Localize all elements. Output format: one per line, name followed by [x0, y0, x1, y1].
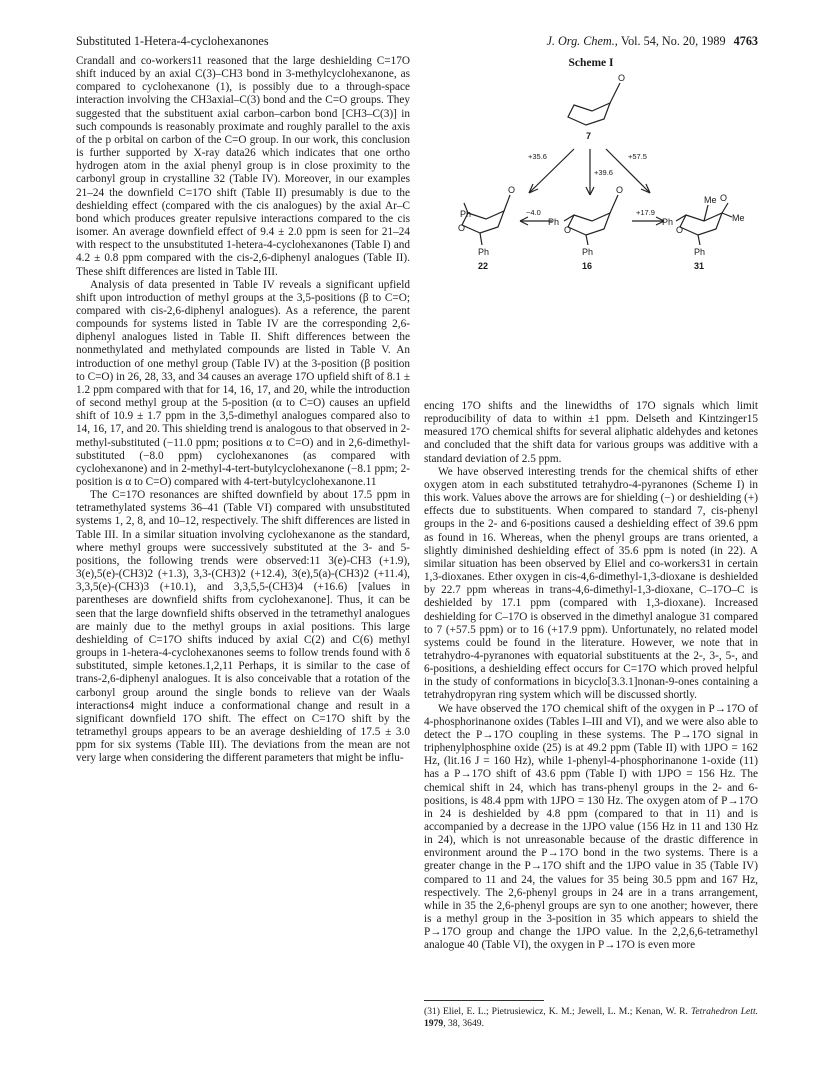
molecule-31: [676, 203, 732, 245]
scheme-figure: [424, 55, 758, 395]
running-head-journal: [546, 34, 758, 49]
footnote: [424, 1006, 758, 1029]
paragraph: encing 17O shifts and the linewidths of 17O signals which limit reproducibility of data to within ±1 ppm. Delseth and Kintzinger15 measured 17O chemical shifts for several aliphatic aldehydes and ketones and concluded that the shift data for various groups was additive with a standard deviation of 2.5 ppm.: [424, 400, 758, 465]
footnote-year: 1979: [424, 1017, 444, 1029]
page-number: 4763: [733, 34, 758, 48]
atom-oxygen: O: [676, 225, 684, 235]
atom-oxygen: O: [508, 185, 516, 195]
atom-phenyl: Ph: [478, 247, 490, 257]
footnote-volume-pages: , 38, 3649.: [443, 1017, 484, 1029]
atom-oxygen: O: [618, 73, 626, 83]
atom-phenyl: Ph: [548, 217, 560, 227]
running-head-title: Substituted 1-Hetera-4-cyclohexanones: [76, 34, 269, 48]
atom-oxygen: O: [564, 225, 572, 235]
paragraph: Analysis of data presented in Table IV reveals a significant upfield shift upon introduction of methyl groups at the 3,5-positions (β to C=O; compared with cis-2,6-diphenyl analogues). As a reference, the parent compounds for systems listed in Table IV are the corresponding 2,6-diphenyl analogues listed in Table II. Shift differences between the nonmethylated and methylated compounds are listed in Table V. An introduction of one methyl group (Table IV) at the 3-position (β position to C=O) in 26, 28, 33, and 34 causes an average 17O upfield shift of 8.1 ± 1.2 ppm compared with that for 14, 16, 17, and 20, while the introduction of second methyl group at the 5-position (α to C=O) causes an upfield shift of 10.9 ± 1.7 ppm in the 3,5-dimethyl analogues compared also to 14, 16, 17, and 20. This shielding trend is analogous to that observed in 2-methyl-substituted (−11.0 ppm; positions α to C=O) and in 2,6-dimethyl-substituted (−8.0 ppm) cyclohexanones (as compared with cyclohexanone) and in 2-methyl-4-tert-butylcyclohexanone (−8.1 ppm; 2-position is α to C=O) compared with 4-tert-butylcyclohexanone.11: [76, 278, 410, 488]
journal-name: J. Org. Chem.,: [546, 34, 618, 48]
compound-label: 31: [694, 261, 705, 271]
paragraph: We have observed interesting trends for the chemical shifts of ether oxygen atom in each substituted tetrahydro-4-pyranones (Scheme I) in this work. Values above the arrows are for shielding (−) or deshielding (+) effects due to substituents. When compared to standard 7, cis-phenyl groups in the 2- and 6-positions caused a deshielding effect of 39.6 ppm as found in 16. Whereas, when the phenyl groups are trans oriented, a slightly diminished deshielding effect of 35.6 ppm is noted (in 22). A similar situation has been observed by Eliel and co-workers31 in certain 1,3-dioxanes. Ether oxygen in cis-4,6-dimethyl-1,3-dioxane is deshielded by 22.7 ppm whereas in trans-4,6-dimethyl-1,3-dioxane, C–17O–C is deshielded by 17.1 ppm (compared with 1,3-dioxane). Increased deshielding for C–17O is observed in the dimethyl analogue 31 compared to 7 (+57.5 ppm) or to 16 (+17.9 ppm). Unfortunately, no related model systems could be found in the literature. However, we note that in tetrahydro-4-pyranones with equatorial substituents at the 2-, 3-, 5-, and 6-positions, a deshielding effect occurs for C=17O which proved helpful in the study of conformations in bicyclo[3.3.1]nonan-9-ones containing a tetrahydropyran ring system which will be discussed shortly.: [424, 465, 758, 702]
compound-label: 7: [586, 131, 592, 141]
molecule-16: [564, 195, 618, 245]
journal-volume: Vol. 54, No. 20, 1989: [620, 34, 726, 48]
arrow-value: +17.9: [636, 208, 655, 217]
atom-oxygen: O: [616, 185, 624, 195]
atom-methyl: Me: [704, 195, 717, 205]
molecule-22: [462, 195, 510, 245]
footnote-journal: Tetrahedron Lett.: [690, 1006, 759, 1017]
atom-phenyl: Ph: [582, 247, 594, 257]
arrow-value: +35.6: [528, 152, 547, 161]
atom-oxygen: O: [458, 223, 466, 233]
left-column: [76, 55, 410, 765]
arrow-value: −4.0: [526, 208, 541, 217]
footnote-authors: Eliel, E. L.; Pietrusiewicz, K. M.; Jewell, L. M.; Kenan, W. R.: [442, 1006, 688, 1017]
compound-label: 16: [582, 261, 593, 271]
right-column: [424, 400, 758, 953]
atom-methyl: Me: [732, 213, 745, 223]
compound-label: 22: [478, 261, 489, 271]
footnote-number: (31): [424, 1006, 440, 1017]
atom-phenyl: Ph: [694, 247, 706, 257]
scheme-title: Scheme I: [568, 57, 614, 69]
footnote-divider: [424, 1000, 544, 1001]
arrow-value: +39.6: [594, 168, 613, 177]
scheme-drawing: [424, 55, 758, 395]
atom-phenyl: Ph: [662, 217, 674, 227]
paragraph: The C=17O resonances are shifted downfield by about 17.5 ppm in tetramethylated systems 36–41 (Table VI) compared with unsubstituted systems 1, 2, 8, and 10–12, respectively. The shift differences are listed in Table III. In a similar situation involving cyclohexanone as the standard, where methyl groups were successively substituted at the 3- and 5-positions, the following trends were observed:11 3(e)-CH3 (+1.9), 3(e),5(e)-(CH3)2 (+1.3), 3,3-(CH3)2 (+12.4), 3(e),5(a)-(CH3)2 (+11.4), 3,3,5(e)-(CH3)3 (+10.1), and 3,3,5,5-(CH3)4 (+16.6) [values in parentheses are downfield shifts from cyclohexanone]. Thus, it can be seen that the large downfield shifts observed in the tetramethyl analogues are mainly due to the methyl groups in axial positions. This large deshielding of C=17O shifts induced by axial C(2) and C(6) methyl groups in 1-hetera-4-cyclohexanones seems to follow trends found with δ substituted, simple ketones.1,2,11 Perhaps, it is similar to the case of trans-2,6-diphenyl analogues. It is also conceivable that a rotation of the carbonyl group around the single bonds to relieve van der Waals interactions4 might induce a conformational change and result in a significant downfield 17O shift. The effect on C=17O shift by the tetramethyl groups appears to be an average deshielding of 17.5 ± 3.0 ppm for six systems (Table III). The deviations from the mean are not very large when considering the different parameters that might be influ-: [76, 489, 410, 765]
atom-phenyl: Ph: [460, 209, 472, 219]
paragraph: Crandall and co-workers11 reasoned that the large deshielding C=17O shift induced by an axial C(3)–CH3 bond in 3-methylcyclohexanone, as compared to cyclohexanone (1), is possibly due to a through-space interaction involving the CH3axial–C(3) bond and the C=O groups. They suggested that the substituent axial carbon–carbon bond [CH3–C(3)] in such compounds is reasonably proximate and roughly parallel to the axis of the p orbital on carbon of the C=O group. In our work, this conclusion is further supported by X-ray data26 which indicates that one ortho hydrogen atom in the axial phenyl group is in close proximity to the carbonyl group in crystalline 32 (Table IV). Moreover, in our examples 21–24 the downfield C=17O shift (Table II) presumably is due to the deshielding effect (compared with the cis analogues) by the axial Ar–C bond which produces greater repulsive interactions compared to the cis isomer. An average downfield effect of 9.4 ± 2.0 ppm is seen for 21–24 with respect to the unsubstituted 1-hetera-4-cyclohexanones (Table I) and 4.2 ± 0.8 ppm compared with the cis-2,6-diphenyl analogues (Table II). These shift differences are listed in Table III.: [76, 55, 410, 278]
paragraph: We have observed the 17O chemical shift of the oxygen in P→17O of 4-phosphorinanone oxides (Tables I–III and VI), and we were also able to detect the P→17O coupling in these systems. The P→17O signal in triphenylphosphine oxide (25) is at 49.2 ppm (Table II) with 1JPO = 162 Hz, (lit.16 J = 160 Hz), while 1-phenyl-4-phosphorinanone 1-oxide (11) has a P→17O shift of 43.6 ppm (Table I) with 1JPO = 156 Hz. The chemical shift in 24, which has trans-phenyl groups in the 2- and 6-positions, is 48.4 ppm with 1JPO = 130 Hz. The oxygen atom of P→17O in 24 is deshielded by 4.8 ppm (compared to that in 11) and is accompanied by a decrease in the 1JPO value (156 Hz in 11 and 130 Hz in 24), which is not unreasonable because of the drastic difference in environment around the P→17O bond in the two systems. There is a greater change in the P→17O shift and the 1JPO value in 35 (Table IV) compared to 11 and 24, the values for 35 being 30.5 ppm and 167 Hz, respectively. The 2,6-phenyl groups in 24 are in a trans arrangement, while in 35 the 2,6-phenyl groups are syn to one another; however, there is a methyl group in the 3-position in 35 which appears to shield the P→17O group and change the 1JPO value. In the 2,2,6,6-tetramethyl analogue 40 (Table VI), the oxygen in P→17O is even more: [424, 702, 758, 952]
atom-oxygen: O: [720, 193, 728, 203]
arrow-value: +57.5: [628, 152, 647, 161]
molecule-7: [568, 83, 620, 125]
